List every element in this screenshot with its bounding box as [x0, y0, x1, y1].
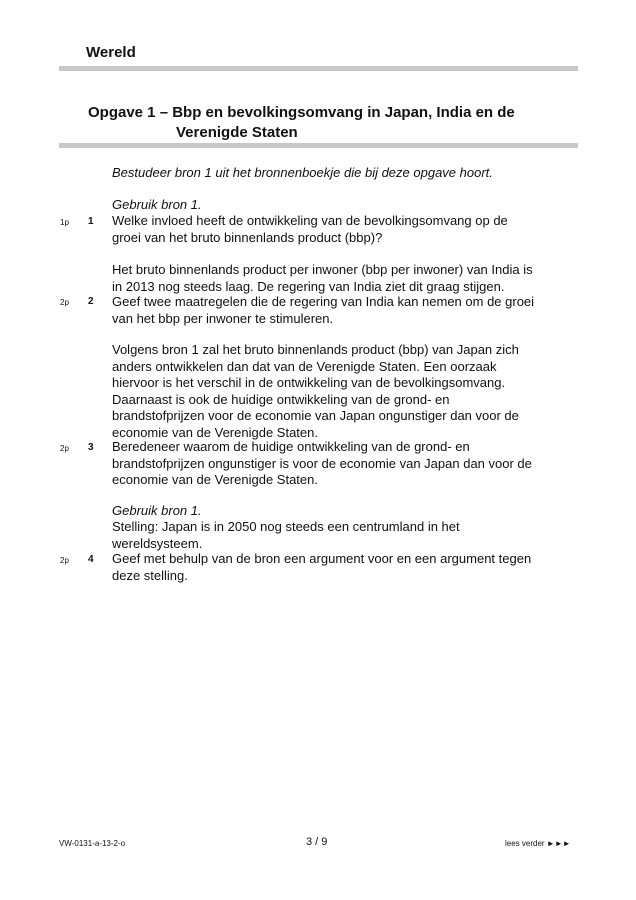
q1-line: groei van het bruto binnenlands product (bbp)?	[112, 229, 383, 245]
exam-code: VW-0131-a-13-2-o	[59, 839, 126, 848]
assignment-title-line2: Verenigde Staten	[176, 124, 298, 141]
q3-line: economie van de Verenigde Staten.	[112, 472, 318, 487]
q3-line: brandstofprijzen ongunstiger is voor de economie van Japan dan voor de	[112, 455, 532, 471]
q2-line: Geef twee maatregelen die de regering van India kan nemen om de groei	[112, 294, 535, 309]
q1-line: Welke invloed heeft de ontwikkeling van de bevolkingsomvang op de	[112, 213, 508, 228]
q4-question	[112, 551, 562, 584]
subject-header: Wereld	[86, 44, 136, 61]
q2-context-line: in 2013 nog steeds laag. De regering van India ziet dit graag stijgen.	[112, 278, 505, 294]
q1-number: 1	[88, 216, 94, 227]
q2-number: 2	[88, 296, 94, 307]
q1-question	[112, 213, 562, 246]
q3-context-line: hiervoor is het verschil in de ontwikkeling van de bevolkingsomvang.	[112, 375, 506, 390]
q3-context-line: Daarnaast is ook de huidige ontwikkeling van de grond- en	[112, 391, 450, 407]
q4-context-line: Stelling: Japan is in 2050 nog steeds een centrumland in het	[112, 519, 460, 534]
q3-points: 2p	[60, 444, 69, 453]
q4-number: 4	[88, 554, 94, 565]
title-rule	[59, 143, 578, 148]
q4-line: deze stelling.	[112, 567, 188, 583]
continue-indicator: lees verder ►►►	[505, 839, 571, 848]
q4-context	[112, 519, 562, 552]
q2-points: 2p	[60, 298, 69, 307]
q2-line: van het bbp per inwoner te stimuleren.	[112, 310, 334, 326]
q4-line: Geef met behulp van de bron een argument voor en een argument tegen	[112, 551, 532, 566]
q4-points: 2p	[60, 556, 69, 565]
q3-line: Beredeneer waarom de huidige ontwikkeling van de grond- en	[112, 439, 470, 454]
page-number: 3 / 9	[306, 836, 328, 848]
intro-text: Bestudeer bron 1 uit het bronnenboekje die bij deze opgave hoort.	[112, 165, 493, 180]
q3-question	[112, 439, 562, 489]
q1-instruction: Gebruik bron 1.	[112, 197, 202, 212]
q3-context-line: economie van de Verenigde Staten.	[112, 424, 318, 440]
q2-context	[112, 262, 562, 295]
q2-question	[112, 294, 562, 327]
q1-points: 1p	[60, 218, 69, 227]
q2-context-line: Het bruto binnenlands product per inwoner (bbp per inwoner) van India is	[112, 262, 533, 277]
assignment-title-line1: Opgave 1 – Bbp en bevolkingsomvang in Japan, India en de	[88, 104, 515, 121]
q3-context-line: anders ontwikkelen dan dat van de Verenigde Staten. Een oorzaak	[112, 358, 497, 374]
q3-context-line: brandstofprijzen voor de economie van Japan ongunstiger dan voor de	[112, 408, 519, 423]
q3-context-line: Volgens bron 1 zal het bruto binnenlands product (bbp) van Japan zich	[112, 342, 519, 357]
q4-instruction: Gebruik bron 1.	[112, 503, 202, 518]
q3-context	[112, 342, 562, 441]
header-rule	[59, 66, 578, 71]
q4-context-line: wereldsysteem.	[112, 535, 203, 551]
q3-number: 3	[88, 442, 94, 453]
